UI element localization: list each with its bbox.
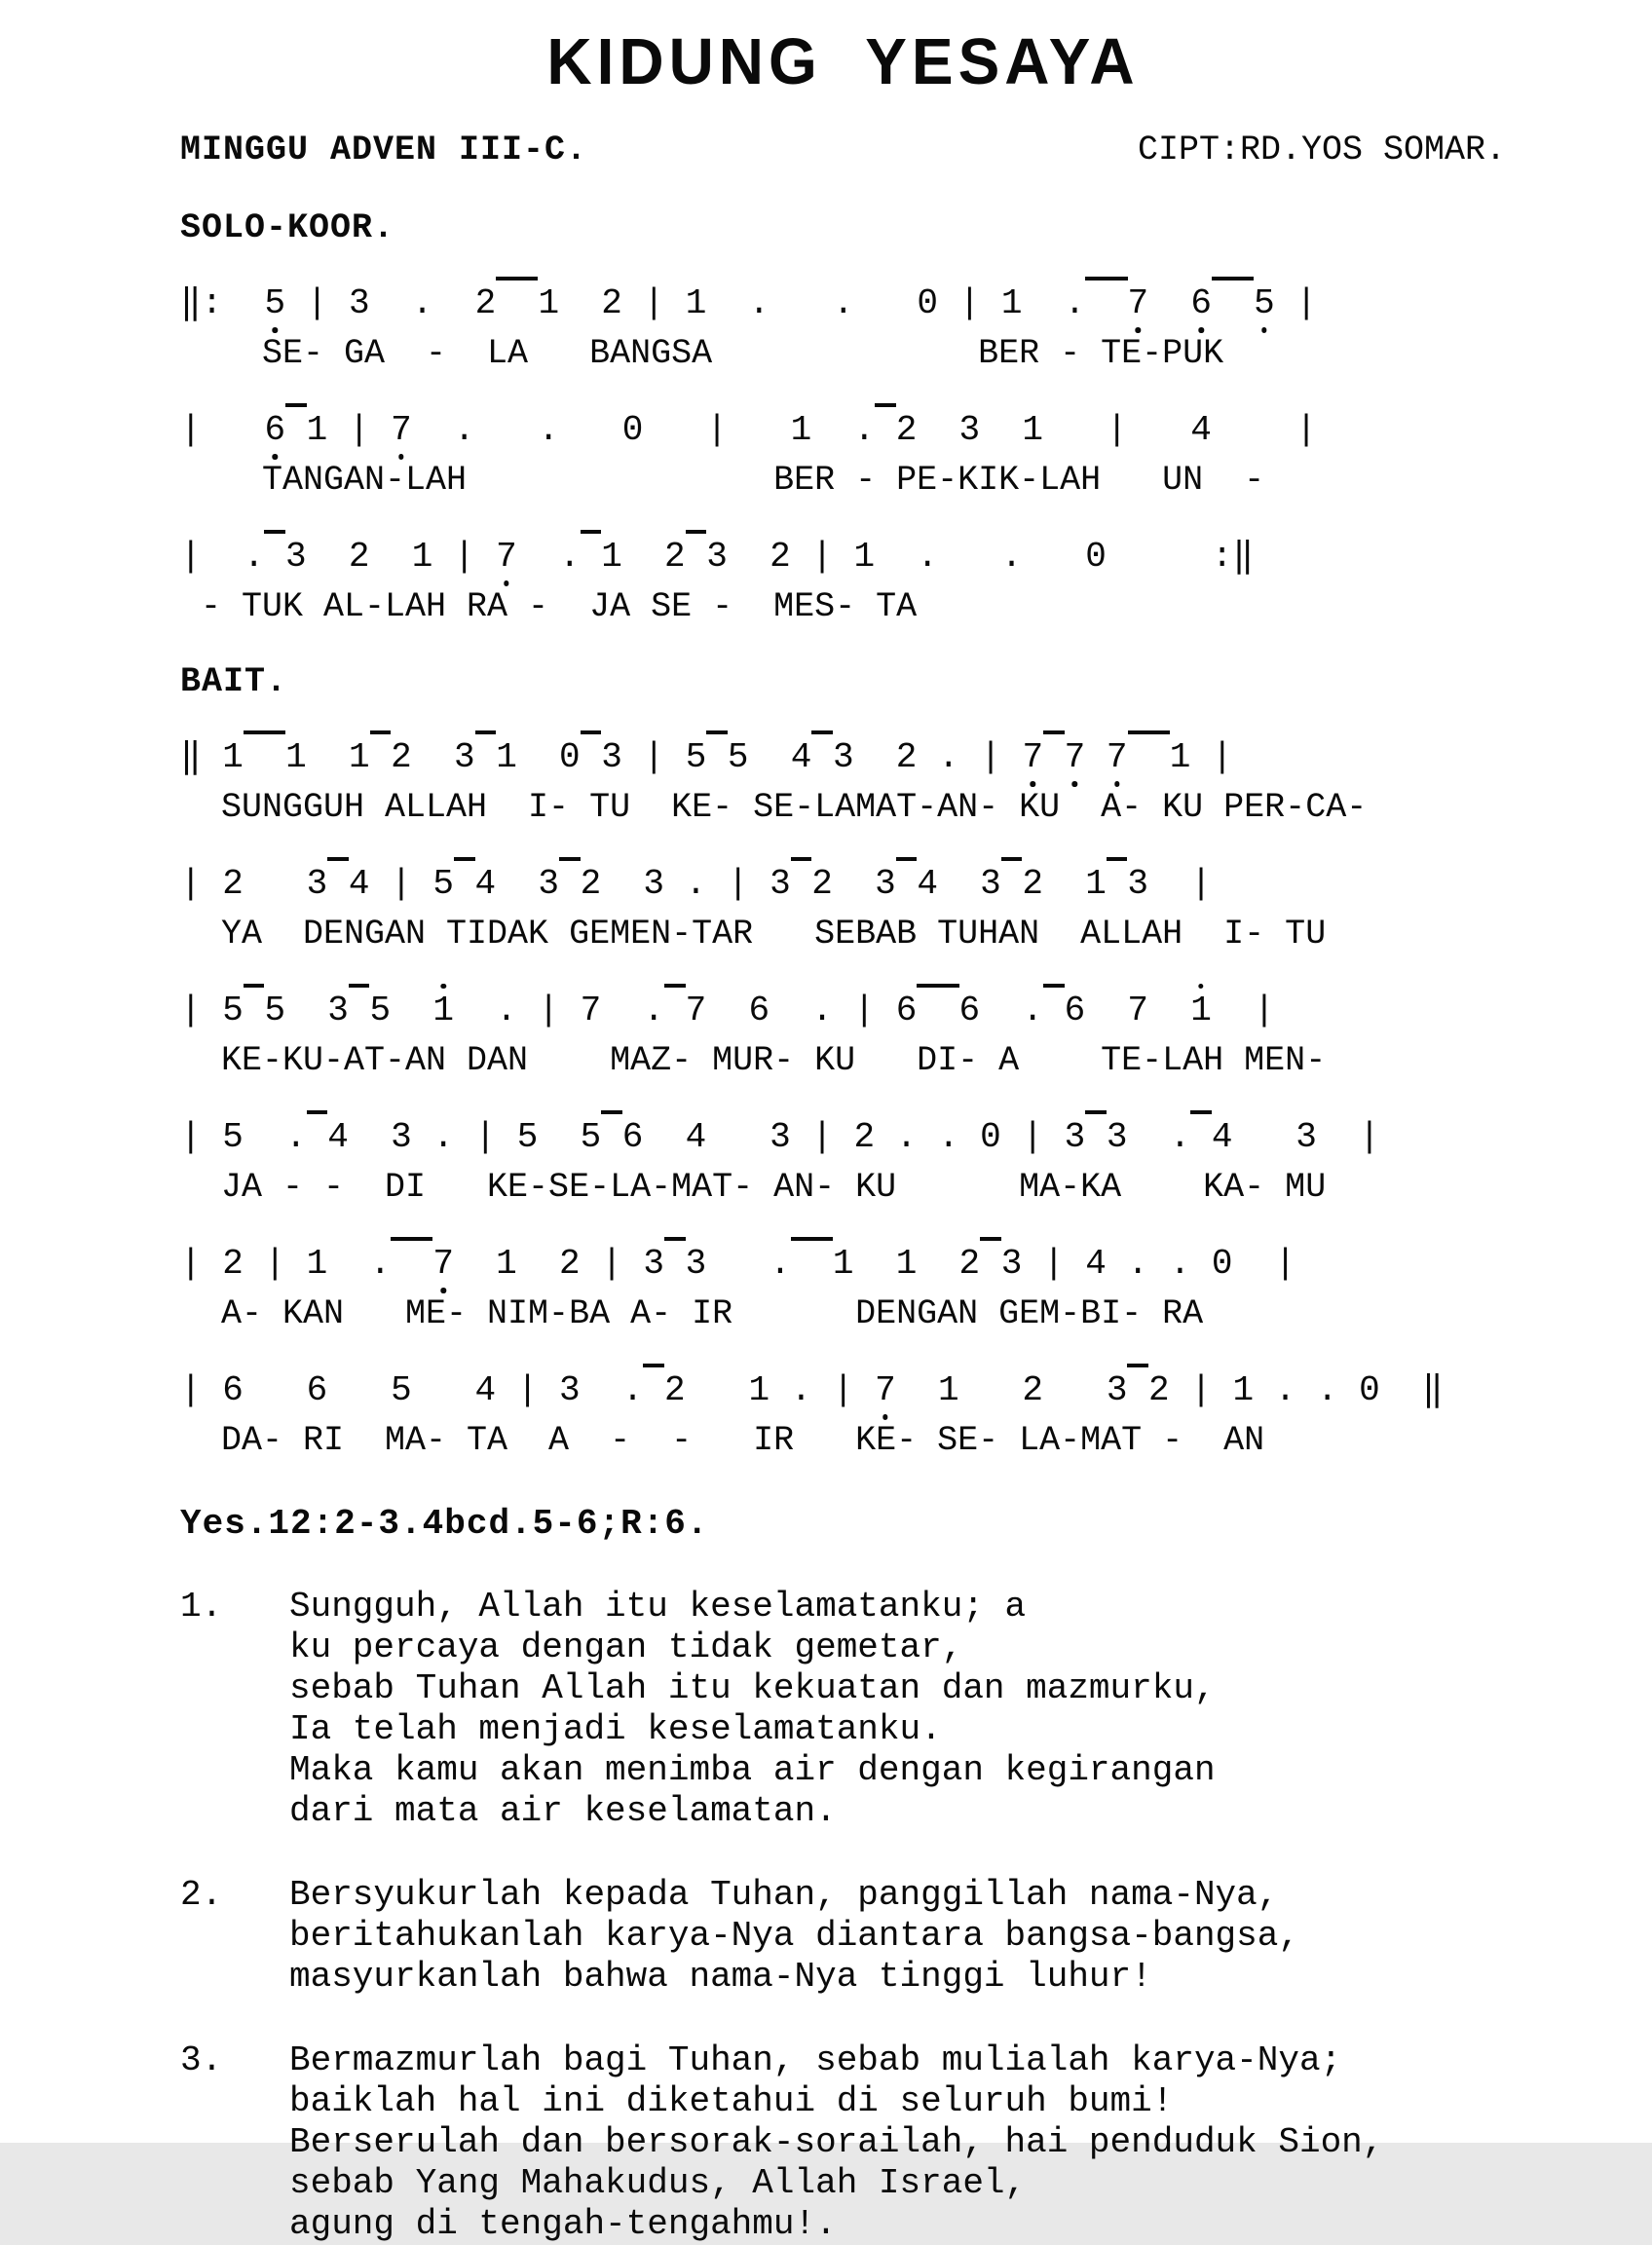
section-heading-bait: BAIT.: [180, 662, 288, 701]
lyric-line-bait-1: SUNGGUH ALLAH I- TU KE- SE-LAMAT-AN- KU A- KU PER-CA-: [180, 788, 1368, 827]
lyric-line-bait-4: JA - - DI KE-SE-LA-MAT- AN- KU MA-KA KA- MU: [180, 1168, 1327, 1207]
music-line-group: [180, 403, 1506, 501]
music-line-group: [180, 1237, 1506, 1334]
lyric-line-bait-2: YA DENGAN TIDAK GEMEN-TAR SEBAB TUHAN ALLAH I- TU: [180, 915, 1327, 954]
notation-line-solo-2: | 6 1 | 7 . . 0 | 1 . 2 3 1 | 4 |: [180, 403, 1506, 454]
lyric-line-bait-6: DA- RI MA- TA A - - IR KE- SE- LA-MAT - AN: [180, 1421, 1265, 1460]
notation-line-bait-3: | 5 5 3 5 1 . | 7 . 7 6 . | 6 6 . 6 7 1 |: [180, 984, 1506, 1034]
verse-number: 2.: [180, 1875, 223, 1915]
lyric-line-solo-1: SE- GA - LA BANGSA BER - TE-PUK: [180, 334, 1224, 373]
verse-line: ku percaya dengan tidak gemetar,: [289, 1628, 963, 1667]
lyric-line-solo-3: - TUK AL-LAH RA - JA SE - MES- TA: [180, 587, 918, 626]
verse-line: Ia telah menjadi keselamatanku.: [289, 1709, 942, 1749]
verse-number: 3.: [180, 2040, 223, 2080]
verse-text: [289, 2040, 1383, 2245]
composer-credit: CIPT:RD.YOS SOMAR.: [1137, 131, 1506, 169]
notation-line-bait-2: | 2 3 4 | 5 4 3 2 3 . | 3 2 3 4 3 2 1 3 |: [180, 857, 1506, 908]
music-line-group: [180, 530, 1506, 627]
music-line-group: [180, 1364, 1506, 1461]
notation-line-solo-1: ‖: 5 | 3 . 2 1 2 | 1 . . 0 | 1 . 7 6 5 |: [180, 277, 1506, 327]
verse-line: sebab Yang Mahakudus, Allah Israel,: [289, 2163, 1027, 2203]
verse-line: sebab Tuhan Allah itu kekuatan dan mazmurku,: [289, 1668, 1216, 1708]
notation-line-solo-3: | . 3 2 1 | 7 . 1 2 3 2 | 1 . . 0 :‖: [180, 530, 1506, 580]
verse-line: dari mata air keselamatan.: [289, 1791, 837, 1831]
music-line-group: [180, 984, 1506, 1081]
verse-line: masyurkanlah bahwa nama-Nya tinggi luhur!: [289, 1957, 1152, 1997]
notation-line-bait-5: | 2 | 1 . 7 1 2 | 3 3 . 1 1 2 3 | 4 . . 0 |: [180, 1237, 1506, 1288]
lyric-line-bait-3: KE-KU-AT-AN DAN MAZ- MUR- KU DI- A TE-LAH MEN-: [180, 1041, 1327, 1080]
verse-line: Bersyukurlah kepada Tuhan, panggillah nama-Nya,: [289, 1875, 1279, 1915]
verse-1: [180, 1587, 1506, 1832]
music-line-group: [180, 1110, 1506, 1208]
notation-line-bait-4: | 5 . 4 3 . | 5 5 6 4 3 | 2 . . 0 | 3 3 . 4 3 |: [180, 1110, 1506, 1161]
verse-number: 1.: [180, 1587, 223, 1627]
verse-line: Maka kamu akan menimba air dengan kegirangan: [289, 1750, 1216, 1790]
lyric-line-bait-5: A- KAN ME- NIM-BA A- IR DENGAN GEM-BI- RA: [180, 1294, 1204, 1333]
verse-line: beritahukanlah karya-Nya diantara bangsa-bangsa,: [289, 1916, 1299, 1956]
music-line-group: [180, 277, 1506, 374]
verse-line: Berserulah dan bersorak-sorailah, hai penduduk Sion,: [289, 2122, 1384, 2162]
notation-line-bait-6: | 6 6 5 4 | 3 . 2 1 . | 7 1 2 3 2 | 1 . . 0 ‖: [180, 1364, 1506, 1414]
verse-text: [289, 1587, 1216, 1832]
lyric-line-solo-2: TANGAN-LAH BER - PE-KIK-LAH UN -: [180, 461, 1265, 500]
liturgical-week-label: MINGGU ADVEN III-C.: [180, 131, 588, 169]
verse-line: Sungguh, Allah itu keselamatanku; a: [289, 1587, 1027, 1627]
music-line-group: [180, 857, 1506, 954]
verse-text: [289, 1875, 1299, 1998]
verse-line: Bermazmurlah bagi Tuhan, sebab mulialah karya-Nya;: [289, 2040, 1342, 2080]
verse-line: agung di tengah-tengahmu!.: [289, 2204, 837, 2244]
music-line-group: [180, 730, 1506, 828]
verse-2: [180, 1875, 1506, 1998]
page-title: KIDUNG YESAYA: [546, 24, 1140, 98]
verse-line: baiklah hal ini diketahui di seluruh bumi!: [289, 2081, 1174, 2121]
notation-line-bait-1: ‖ 1 1 1 2 3 1 0 3 | 5 5 4 3 2 . | 7 7 7 1 |: [180, 730, 1506, 781]
subtitle-row: [180, 131, 1506, 169]
verse-3: [180, 2040, 1506, 2245]
scripture-reference: Yes.12:2-3.4bcd.5-6;R:6.: [180, 1504, 709, 1544]
section-heading-solo-koor: SOLO-KOOR.: [180, 208, 395, 247]
